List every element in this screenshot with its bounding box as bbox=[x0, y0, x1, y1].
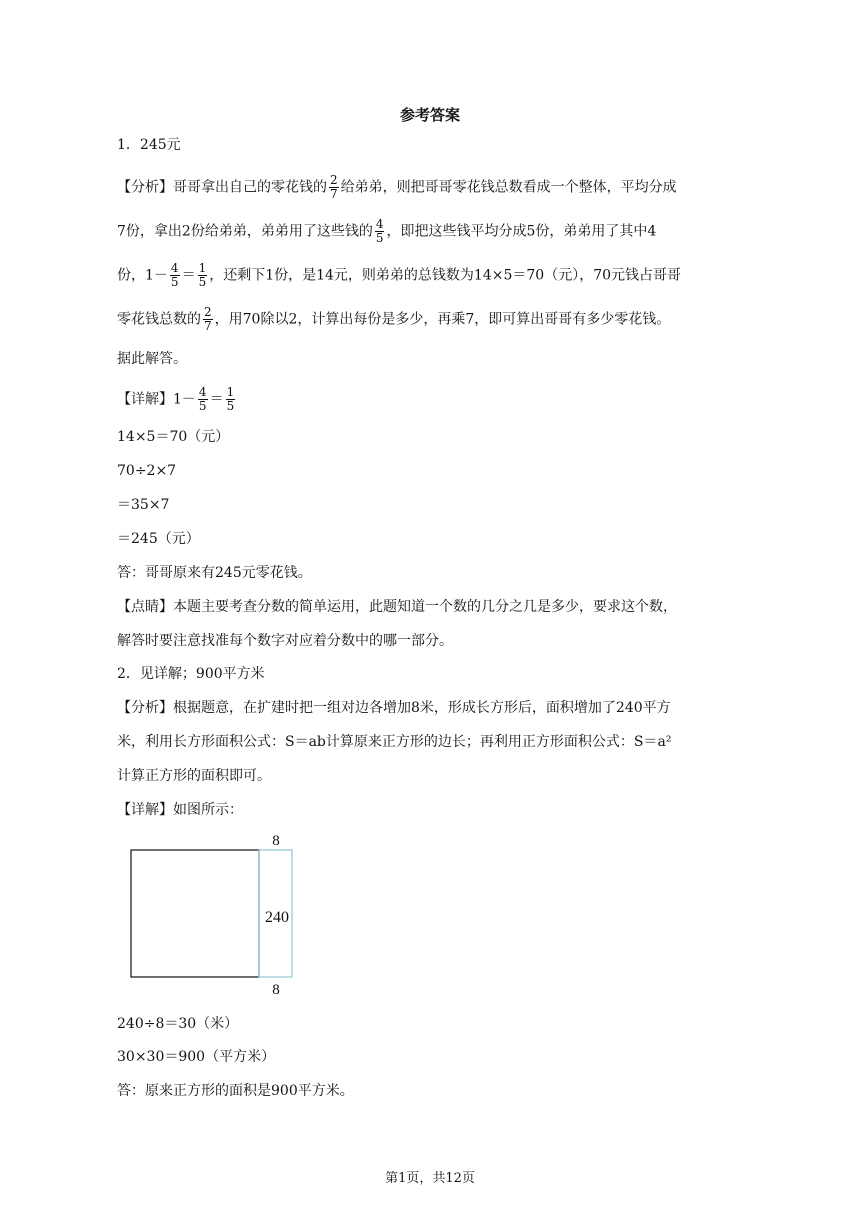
page-footer: 第1页，共12页 bbox=[385, 1171, 475, 1186]
fraction: $\frac{4}{5}$ bbox=[198, 385, 207, 413]
q2-analysis-line-1: 【分析】根据题意，在扩建时把一组对边各增加8米，形成长方形后，面积增加了240平方 bbox=[117, 700, 671, 716]
fraction: $\frac{4}{5}$ bbox=[170, 261, 179, 289]
detail-tag: 【详解】 bbox=[117, 391, 173, 408]
q1-detail-line-3: 70÷2×7 bbox=[117, 463, 177, 479]
q1-analysis-line-5: 据此解答。 bbox=[117, 351, 187, 367]
q1-detail-line-5: ＝245（元） bbox=[117, 531, 200, 547]
q1-detail-line-4: ＝35×7 bbox=[117, 497, 170, 513]
q1-detail-line-1: 【详解】1－ $\frac{4}{5}$ ＝ $\frac{1}{5}$ bbox=[117, 385, 235, 413]
detail-tag: 【详解】 bbox=[117, 802, 173, 818]
q1-comment-line-2: 解答时要注意找准每个数字对应着分数中的哪一部分。 bbox=[117, 633, 453, 649]
q1-analysis-line-4: 零花钱总数的 $\frac{2}{7}$ ，用70除以2，计算出每份是多少，再乘7，即可算出哥哥有多少零花钱。 bbox=[117, 305, 671, 333]
analysis-tag: 【分析】 bbox=[117, 179, 173, 196]
q1-analysis-line-1: 【分析】哥哥拿出自己的零花钱的 $\frac{2}{7}$ 给弟弟，则把哥哥零花钱总数看成一个整体，平均分成 bbox=[117, 173, 677, 201]
figure-label-top: 8 bbox=[272, 833, 280, 849]
q1-analysis-line-3: 份，1－ $\frac{4}{5}$ ＝ $\frac{1}{5}$ ，还剩下1份，是14元，则弟弟的总钱数为14×5＝70（元），70元钱占哥哥 bbox=[117, 261, 682, 289]
q1-comment-line-1: 【点睛】本题主要考查分数的简单运用，此题知道一个数的几分之几是多少，要求这个数， bbox=[117, 599, 677, 615]
fraction: $\frac{2}{7}$ bbox=[330, 173, 338, 201]
q2-answer: 2．见详解；900平方米 bbox=[117, 666, 265, 682]
q1-answer: 1．245元 bbox=[117, 137, 181, 153]
q2-analysis-line-3: 计算正方形的面积即可。 bbox=[117, 768, 271, 784]
fraction: $\frac{1}{5}$ bbox=[226, 385, 235, 413]
fraction: $\frac{2}{7}$ bbox=[204, 305, 212, 333]
q1-analysis-line-2: 7份，拿出2份给弟弟，弟弟用了这些钱的 $\frac{4}{5}$ ，即把这些钱平均分成5份，弟弟用了其中4 bbox=[117, 217, 657, 245]
fraction: $\frac{1}{5}$ bbox=[198, 261, 207, 289]
q2-analysis-line-2: 米，利用长方形面积公式：S＝ab计算原来正方形的边长；再利用正方形面积公式：S＝a² bbox=[117, 734, 672, 750]
q2-detail-line-3: 30×30＝900（平方米） bbox=[117, 1049, 276, 1065]
q2-detail-line-1: 【详解】如图所示： bbox=[117, 802, 243, 818]
fraction: $\frac{4}{5}$ bbox=[375, 217, 384, 245]
analysis-tag: 【分析】 bbox=[117, 700, 173, 716]
q2-detail-line-4: 答：原来正方形的面积是900平方米。 bbox=[117, 1083, 354, 1099]
figure-label-middle: 240 bbox=[265, 909, 289, 926]
figure-label-bottom: 8 bbox=[272, 982, 280, 998]
comment-tag: 【点睛】 bbox=[117, 599, 173, 615]
q2-detail-line-2: 240÷8＝30（米） bbox=[117, 1016, 239, 1032]
q1-detail-line-2: 14×5＝70（元） bbox=[117, 429, 230, 445]
original-square bbox=[131, 850, 259, 977]
square-extension-figure bbox=[125, 828, 300, 1000]
q1-detail-line-6: 答：哥哥原来有245元零花钱。 bbox=[117, 565, 312, 581]
page-title: 参考答案 bbox=[399, 106, 460, 124]
